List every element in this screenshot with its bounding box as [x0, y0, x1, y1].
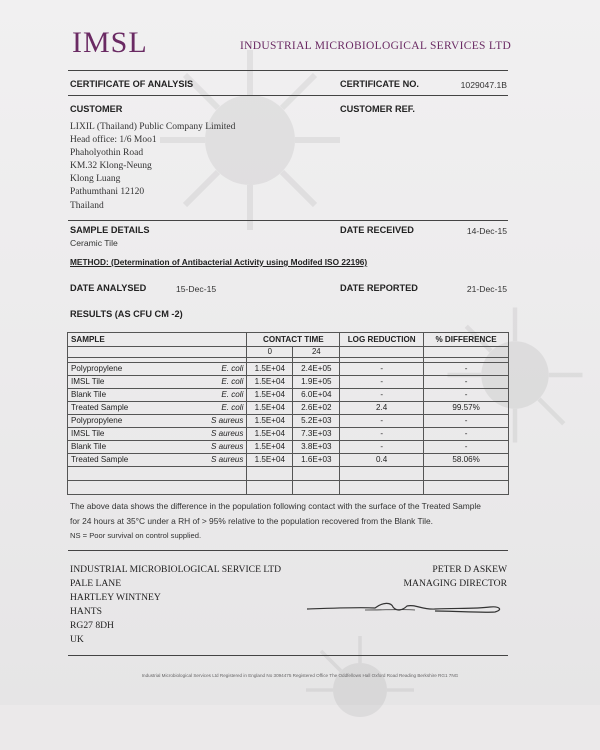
signature [305, 598, 505, 618]
count-t0: 1.5E+04 [247, 415, 293, 428]
count-t0: 1.5E+04 [247, 428, 293, 441]
pct-difference: - [424, 389, 509, 402]
count-t0: 1.5E+04 [247, 363, 293, 376]
organism: E. coli [221, 377, 244, 386]
table-row [68, 415, 509, 428]
sample-name: Blank Tile [71, 442, 107, 451]
count-t0: 1.5E+04 [247, 402, 293, 415]
sample-name: Treated Sample [71, 455, 129, 464]
pct-difference: - [424, 428, 509, 441]
customer-address-line: Phaholyothin Road [70, 148, 144, 159]
table-row [68, 441, 509, 454]
sample-details: Ceramic Tile [70, 238, 118, 248]
organism: S aureus [210, 429, 244, 438]
customer-address-line: Pathumthani 12120 [70, 187, 145, 198]
certificate-number: 1029047.1B [460, 80, 507, 90]
summary-line: for 24 hours at 35°C under a RH of > 95% relative to the population recovered from the Blank Tile. [70, 516, 433, 526]
signatory-name: PETER D ASKEW [432, 564, 507, 575]
log-reduction: - [340, 389, 424, 402]
table-row [68, 454, 509, 467]
date-reported-label: DATE REPORTED [340, 283, 418, 293]
count-t24: 1.6E+03 [293, 454, 340, 467]
log-reduction: - [340, 441, 424, 454]
address-line: HARTLEY WINTNEY [70, 592, 161, 603]
count-t24: 7.3E+03 [293, 428, 340, 441]
header-time-0: 0 [247, 347, 293, 358]
sample-name: IMSL Tile [71, 377, 105, 386]
pct-difference: - [424, 441, 509, 454]
lab-address [70, 563, 281, 647]
address-line: RG27 8DH [70, 620, 114, 631]
pct-difference: 58.06% [424, 454, 509, 467]
divider [68, 655, 508, 656]
log-reduction: 0.4 [340, 454, 424, 467]
table-row [68, 389, 509, 402]
table-subheader-row [68, 347, 509, 358]
pct-difference: - [424, 376, 509, 389]
address-line: UK [70, 634, 84, 645]
summary-line: The above data shows the difference in the population following contact with the surface of the Treated Sample [70, 501, 481, 511]
ns-note: NS = Poor survival on control supplied. [70, 531, 202, 540]
signatory-title: MANAGING DIRECTOR [403, 578, 507, 589]
certificate-number-label: CERTIFICATE NO. [340, 79, 419, 89]
log-reduction: - [340, 428, 424, 441]
table-row [68, 428, 509, 441]
organism: E. coli [221, 364, 244, 373]
count-t0: 1.5E+04 [247, 441, 293, 454]
date-analysed-label: DATE ANALYSED [70, 283, 147, 293]
count-t24: 6.0E+04 [293, 389, 340, 402]
pct-difference: - [424, 415, 509, 428]
divider [68, 70, 508, 71]
sample-name: Treated Sample [71, 403, 129, 412]
customer-address-line: Thailand [70, 200, 104, 211]
table-header-row [68, 333, 509, 347]
date-reported: 21-Dec-15 [466, 284, 507, 294]
count-t24: 1.9E+05 [293, 376, 340, 389]
date-received: 14-Dec-15 [466, 226, 507, 236]
registered-office-footer: Industrial Microbiological Services Ltd Registered in England No 3094475 Registered Office The Oddfellows Hall Oxford Road Reading Berkshire RG1 7NG [141, 673, 459, 678]
header-contact-time: CONTACT TIME [247, 333, 340, 347]
results-title: RESULTS (AS CFU CM -2) [70, 309, 183, 319]
address-line: INDUSTRIAL MICROBIOLOGICAL SERVICE LTD [70, 564, 282, 575]
customer-address-line: Head office: 1/6 Moo1 [70, 135, 157, 146]
header-time-24: 24 [293, 347, 340, 358]
organism: E. coli [221, 390, 244, 399]
sample-name: IMSL Tile [71, 429, 105, 438]
virus-watermark-icon [300, 630, 420, 750]
results-table [67, 332, 509, 495]
table-row [68, 376, 509, 389]
count-t24: 5.2E+03 [293, 415, 340, 428]
divider [68, 95, 508, 96]
count-t24: 3.8E+03 [293, 441, 340, 454]
count-t24: 2.4E+05 [293, 363, 340, 376]
count-t0: 1.5E+04 [247, 376, 293, 389]
sample-name: Polypropylene [71, 364, 123, 373]
organism: S aureus [210, 442, 244, 451]
pct-difference: - [424, 363, 509, 376]
table-row [68, 402, 509, 415]
organism: S aureus [210, 416, 244, 425]
address-line: PALE LANE [70, 578, 122, 589]
sample-name: Polypropylene [71, 416, 123, 425]
customer-label: CUSTOMER [70, 104, 123, 114]
table-row-empty [68, 467, 509, 481]
date-received-label: DATE RECEIVED [340, 225, 414, 235]
count-t24: 2.6E+02 [293, 402, 340, 415]
customer-address [70, 121, 235, 213]
method-statement: METHOD: (Determination of Antibacterial Activity using Modifed ISO 22196) [70, 257, 368, 267]
organism: S aureus [210, 455, 244, 464]
divider [68, 550, 508, 551]
sample-name: Blank Tile [71, 390, 107, 399]
log-reduction: - [340, 376, 424, 389]
header-sample: SAMPLE [68, 333, 247, 347]
table-row [68, 363, 509, 376]
count-t0: 1.5E+04 [247, 389, 293, 402]
count-t0: 1.5E+04 [247, 454, 293, 467]
company-logo: IMSL [72, 26, 148, 59]
results-summary [70, 499, 481, 529]
sample-details-label: SAMPLE DETAILS [70, 225, 150, 235]
log-reduction: - [340, 363, 424, 376]
address-line: HANTS [70, 606, 102, 617]
customer-address-line: KM.32 Klong-Neung [70, 161, 152, 172]
company-name-heading: INDUSTRIAL MICROBIOLOGICAL SERVICES LTD [240, 40, 512, 52]
table-row-empty [68, 481, 509, 495]
divider [68, 220, 508, 221]
customer-ref-label: CUSTOMER REF. [340, 104, 415, 114]
customer-address-line: Klong Luang [70, 174, 121, 185]
pct-difference: 99.57% [424, 402, 509, 415]
header-pct-difference: % DIFFERENCE [424, 333, 509, 347]
certificate-title: CERTIFICATE OF ANALYSIS [70, 79, 194, 89]
log-reduction: 2.4 [340, 402, 424, 415]
header-log-reduction: LOG REDUCTION [340, 333, 424, 347]
log-reduction: - [340, 415, 424, 428]
customer-address-line: LIXIL (Thailand) Public Company Limited [70, 122, 236, 132]
organism: E. coli [221, 403, 244, 412]
date-analysed: 15-Dec-15 [176, 284, 217, 294]
signatory [404, 563, 508, 591]
